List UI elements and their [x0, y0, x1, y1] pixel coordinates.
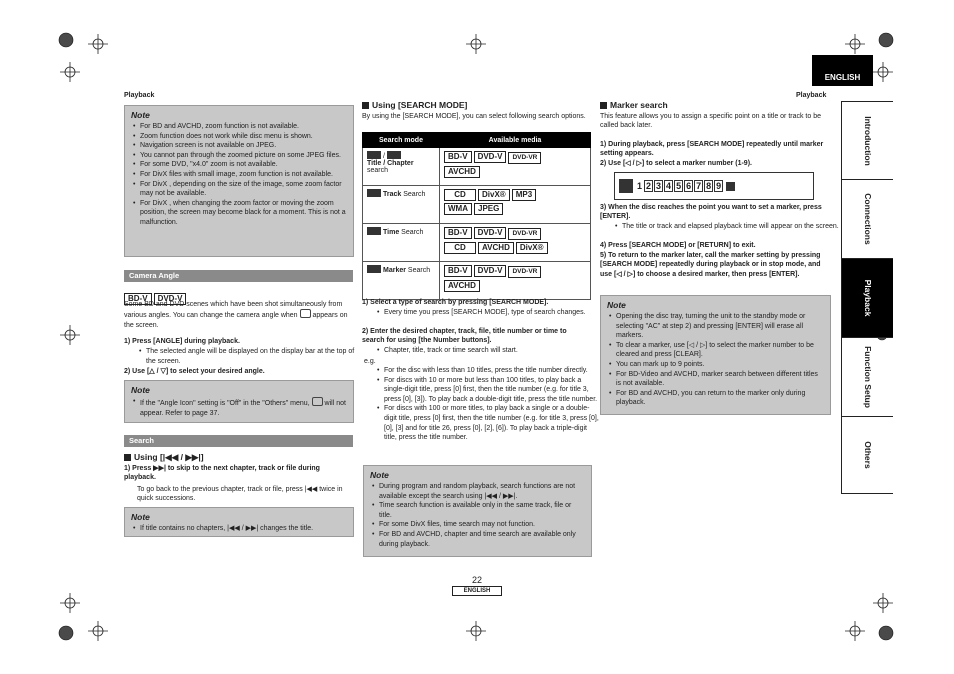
note-item: • You cannot pan through the zoomed picture on some JPEG files. [140, 151, 347, 161]
header-section-label-left: Playback [124, 92, 155, 99]
example-list [375, 366, 600, 443]
marker-digit: 9 [716, 181, 722, 191]
search-mode-step-1: 1) Select a type of search by pressing [SEARCH MODE]. [362, 299, 549, 306]
marker-digit: 3 [656, 181, 662, 191]
media-badge: DVD-V [474, 151, 507, 163]
bullet-item: • Chapter, title, track or time search will start. [384, 346, 600, 356]
note-item: • To clear a marker, use [◁ / ▷] to select the marker number to be cleared and press [CLEAR]. [616, 341, 824, 360]
example-item: • For discs with 100 or more titles, to play back a single or a double-digit title, press [0] first, then the title number (e.g. for title 3, press [0], [0], [3] and for title 26, press [0], [2], [6]). To play back a triple-digit title, press the title number. [384, 404, 600, 442]
side-tab-function-setup[interactable] [841, 338, 893, 417]
search-mode-table [362, 132, 591, 300]
media-badge: AVCHD [478, 242, 514, 254]
marker-step-4: 4) Press [SEARCH MODE] or [RETURN] to exit. [600, 242, 756, 249]
search-section-bar: Search [124, 435, 353, 447]
media-badge: CD [444, 242, 476, 254]
note-title: Note [131, 385, 150, 395]
side-tab-connections[interactable] [841, 180, 893, 259]
mode-suffix: search [367, 167, 389, 174]
marker-digit: 7 [696, 181, 702, 191]
page-number: 22 [471, 575, 482, 585]
mode-name: Title / Chapter [367, 160, 414, 167]
side-tab-label: Playback [863, 279, 873, 317]
example-label: e.g. [364, 358, 376, 365]
marker-step-1: 1) During playback, press [SEARCH MODE] repeatedly until marker setting appears. [600, 141, 824, 158]
note-title: Note [607, 300, 626, 310]
media-badge-bd-v: BD-V [124, 293, 152, 305]
marker-digit: 2 [646, 181, 652, 191]
note-item: • Time search function is available only in the same track, file or title. [379, 501, 585, 520]
marker-step-3-bullets [613, 222, 840, 232]
mode-name: Time [383, 229, 400, 236]
search-mode-note-box [363, 465, 592, 557]
marker-search-intro: This feature allows you to assign a specific point on a title or track to be called back later. [600, 113, 822, 130]
title-icon [367, 151, 381, 159]
table-header-row [363, 133, 591, 148]
marker-display-box [614, 172, 814, 200]
media-badge: WMA [444, 203, 472, 215]
marker-note-list [607, 312, 824, 408]
bullet-item: • The title or track and elapsed playback time will appear on the screen. [622, 222, 840, 232]
table-cell-mode [363, 224, 440, 262]
marker-icon [619, 179, 633, 193]
note-item: • For DivX files with small image, zoom function is not available. [140, 170, 347, 180]
note-item: • Opening the disc tray, turning the unit to the standby mode or selecting "AC" at step 2) and pressing [ENTER] will erase all markers. [616, 312, 824, 341]
note-item: • For BD and AVCHD, zoom function is not available. [140, 122, 347, 132]
table-cell-media [440, 224, 591, 262]
marker-search-heading-text: Marker search [610, 100, 668, 110]
chapter-icon [387, 151, 401, 159]
note-item: • For BD-Video and AVCHD, marker search between different titles is not available. [616, 370, 824, 389]
note-item: • For some DVD, "x4.0" zoom is not available. [140, 160, 347, 170]
media-badge: BD-V [444, 151, 472, 163]
track-icon [367, 189, 381, 197]
search-skip-heading-text: Using [|◀◀ / ▶▶|] [134, 452, 204, 462]
note-item: • You can mark up to 9 points. [616, 360, 824, 370]
marker-step-2: 2) Use [◁ / ▷] to select a marker number (1-9). [600, 160, 752, 167]
camera-angle-section-bar: Camera Angle [124, 270, 353, 282]
side-tab-label: Connections [863, 193, 873, 245]
search-skip-heading [124, 452, 204, 463]
marker-digit: 1 [637, 181, 643, 191]
search-mode-note-list [370, 482, 585, 549]
header-section-label-right: Playback [796, 92, 827, 99]
search-note-box [124, 507, 354, 537]
search-note-list [131, 524, 347, 534]
camera-angle-step-1-bullets [137, 347, 361, 366]
media-badge: AVCHD [444, 280, 480, 292]
marker-digit: 6 [686, 181, 692, 191]
marker-step-3: 3) When the disc reaches the point you want to set a marker, press [ENTER]. [600, 204, 822, 221]
footer-lang-label: ENGLISH [463, 588, 491, 594]
time-icon [367, 227, 381, 235]
search-mode-step-2-bullets [375, 346, 600, 356]
camera-angle-desc-2: appears on the screen. [124, 312, 348, 329]
angle-icon [312, 397, 323, 406]
camera-angle-desc-1: Some BD and DVD scenes which have been shot simultaneously from various angles. You can change the camera angle when [124, 301, 343, 320]
media-badge: DVD-VR [508, 228, 541, 240]
table-cell-mode [363, 262, 440, 300]
side-tab-others[interactable] [841, 417, 893, 494]
language-tab-label: ENGLISH [824, 73, 861, 82]
media-badge-dvd-v: DVD-V [154, 293, 187, 305]
angle-note-box [124, 380, 354, 423]
marker-search-heading [600, 100, 668, 110]
search-step-1: 1) Press ▶▶| to skip to the next chapter, track or file during playback. [124, 465, 320, 482]
language-tab [812, 55, 873, 86]
note-item: • Navigation screen is not available on JPEG. [140, 141, 347, 151]
media-badge: CD [444, 189, 476, 201]
table-row [363, 262, 591, 300]
media-badge: DVD-V [474, 227, 507, 239]
example-item: • For the disc with less than 10 titles, press the title number directly. [384, 366, 600, 376]
heading-square-icon [362, 102, 369, 109]
note-item: • For some DivX files, time search may not function. [379, 520, 585, 530]
mode-name: Track [383, 191, 402, 198]
note-item: • Zoom function does not work while disc menu is shown. [140, 132, 347, 142]
mode-suffix: Search [401, 229, 424, 236]
camera-angle-step-1: 1) Press [ANGLE] during playback. [124, 338, 240, 345]
table-cell-media [440, 148, 591, 186]
mode-suffix: Search [407, 267, 431, 274]
search-step-1-text: To go back to the previous chapter, track or file, press |◀◀ twice in quick successions. [137, 486, 343, 503]
table-cell-media [440, 186, 591, 224]
table-cell-mode [363, 186, 440, 224]
search-mode-heading-text: Using [SEARCH MODE] [372, 100, 468, 110]
side-tab-label: Introduction [863, 115, 873, 166]
note-title: Note [131, 110, 150, 120]
note-item: • For BD and AVCHD, you can return to the marker only during playback. [616, 389, 824, 408]
note-title: Note [370, 470, 389, 480]
mode-name: Marker [383, 267, 406, 274]
note-item: • During program and random playback, search functions are not available except the search using |◀◀ / ▶▶|. [379, 482, 585, 501]
marker-icon [367, 265, 381, 273]
marker-note-box [600, 295, 831, 415]
marker-step-5: 5) To return to the marker later, call the marker setting by pressing [SEARCH MODE] repeatedly during playback or in stop mode, and use [◁ / ▷] to choose a desired marker, then press [ENTER]. [600, 252, 821, 278]
angle-icon [300, 309, 311, 318]
marker-digit: 5 [676, 181, 682, 191]
camera-angle-description [124, 300, 353, 330]
mode-suffix: Search [403, 191, 426, 198]
zoom-note-box [124, 105, 354, 257]
note-item: • For DivX , when changing the zoom factor or moving the zoom position, the screen may become black for a moment. This is not a malfunction. [140, 199, 347, 228]
marker-digit: 8 [706, 181, 712, 191]
angle-note-list [131, 397, 347, 418]
media-badge: MP3 [512, 189, 536, 201]
table-cell-media [440, 262, 591, 300]
search-mode-step-1-bullets [375, 308, 600, 318]
zoom-note-list [131, 122, 347, 228]
note-item [140, 397, 347, 418]
search-mode-heading [362, 100, 467, 110]
table-row [363, 224, 591, 262]
search-mode-intro: By using the [SEARCH MODE], you can select following search options. [362, 113, 586, 120]
bullet-item: • Every time you press [SEARCH MODE], type of search changes. [384, 308, 600, 318]
note-item: • For BD and AVCHD, chapter and time search are available only during playback. [379, 530, 585, 549]
media-badge: BD-V [444, 227, 472, 239]
media-badge: AVCHD [444, 166, 480, 178]
note-item-text-a: If the "Angle Icon" setting is "Off" in the "Others" menu, [140, 400, 310, 407]
footer-lang-box [452, 586, 502, 596]
heading-square-icon [600, 102, 607, 109]
media-badge: BD-V [444, 265, 472, 277]
media-badge: JPEG [474, 203, 503, 215]
clear-marker-icon [726, 182, 735, 191]
note-title: Note [131, 512, 150, 522]
side-tab-introduction[interactable] [841, 101, 893, 180]
camera-angle-step-2: 2) Use [△ / ▽] to select your desired angle. [124, 368, 265, 375]
bullet-item: • The selected angle will be displayed on the display bar at the top of the screen. [146, 347, 361, 366]
media-badge: DivX® [478, 189, 510, 201]
media-badge: DVD-V [474, 265, 507, 277]
marker-digit: 4 [666, 181, 672, 191]
note-item: • For DivX , depending on the size of the image, some zoom factor may not be available. [140, 180, 347, 199]
media-badge: DVD-VR [508, 152, 541, 164]
heading-square-icon [124, 454, 131, 461]
example-item: • For discs with 10 or more but less than 100 titles, to play back a single-digit title, press [0] first, then the title number (e.g. for title 3, press [0], [3]). To play back a double-digit title, press the title number. [384, 376, 600, 405]
table-row [363, 148, 591, 186]
note-item: • If title contains no chapters, |◀◀ / ▶▶| changes the title. [140, 524, 347, 534]
media-badge: DivX® [516, 242, 548, 254]
side-tab-playback[interactable] [841, 259, 893, 338]
table-header: Search mode [363, 133, 440, 148]
table-row [363, 186, 591, 224]
media-badge: DVD-VR [508, 266, 541, 278]
table-header: Available media [440, 133, 591, 148]
note-item-text-b: will not appear. Refer to page 37. [140, 400, 346, 417]
side-tab-label: Function Setup [863, 346, 873, 408]
search-mode-step-2: 2) Enter the desired chapter, track, file, title number or time to search for using [the Number buttons]. [362, 328, 567, 345]
side-tab-label: Others [863, 441, 873, 469]
table-cell-mode: / Title / Chapter search [363, 148, 440, 186]
